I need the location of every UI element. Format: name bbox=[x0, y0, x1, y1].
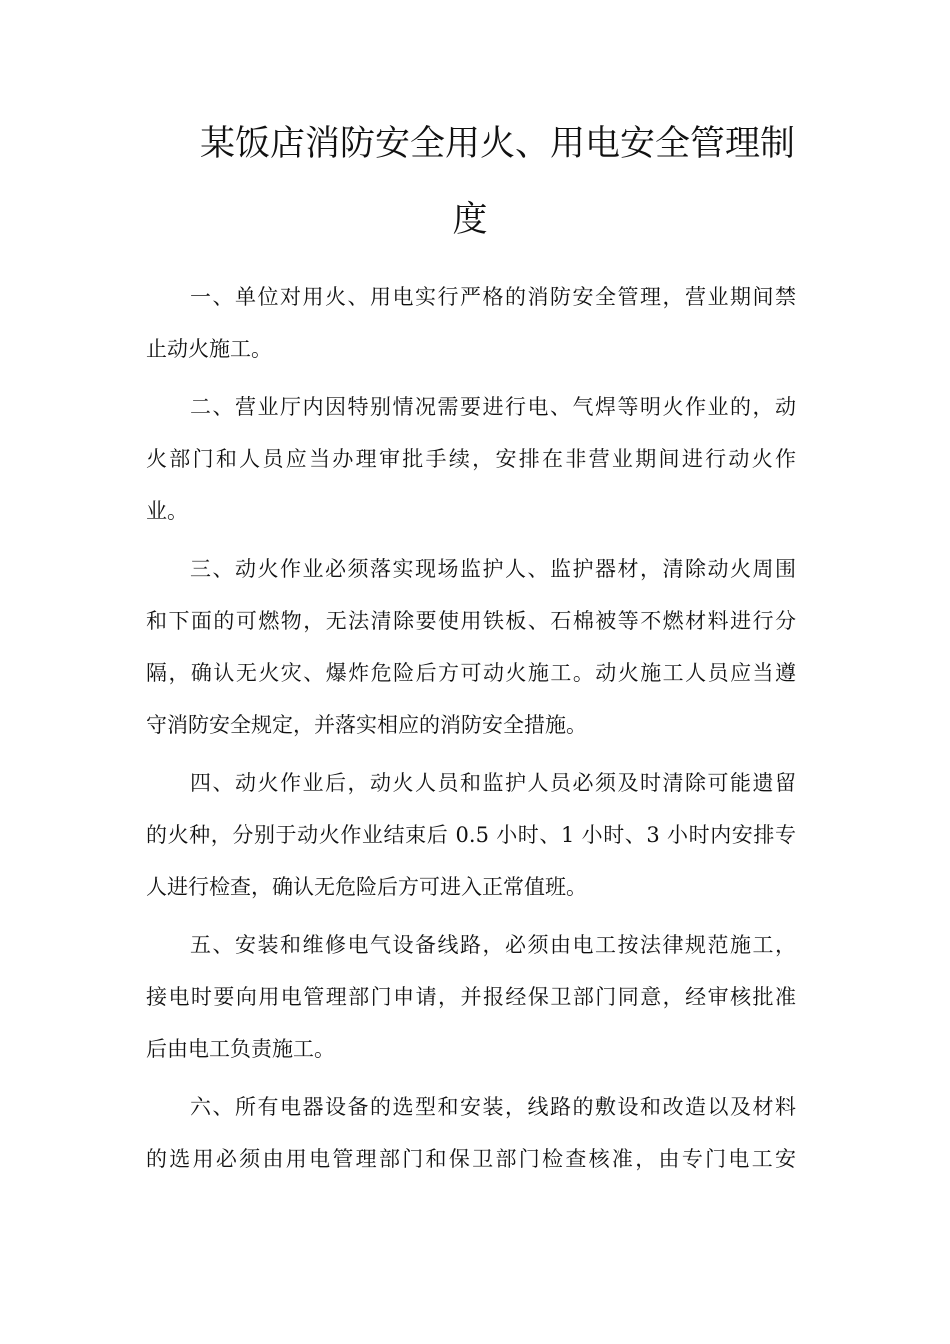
paragraph-4 bbox=[146, 757, 796, 913]
paragraph-line: 的选用必须由用电管理部门和保卫部门检查核准，由专门电工安 bbox=[146, 1147, 796, 1171]
paragraph-line: 后由电工负责施工。 bbox=[146, 1037, 335, 1061]
document-title-line-2: 度 bbox=[452, 200, 488, 240]
paragraph-line: 的火种，分别于动火作业结束后 0.5 小时、1 小时、3 小时内安排专 bbox=[146, 823, 796, 847]
paragraph-line: 二、营业厅内因特别情况需要进行电、气焊等明火作业的，动 bbox=[190, 395, 796, 419]
paragraph-line: 六、所有电器设备的选型和安装，线路的敷设和改造以及材料 bbox=[190, 1095, 796, 1119]
document-body bbox=[146, 271, 796, 1191]
paragraph-6 bbox=[146, 1081, 796, 1185]
paragraph-line: 和下面的可燃物，无法清除要使用铁板、石棉被等不燃材料进行分 bbox=[146, 609, 796, 633]
paragraph-5 bbox=[146, 919, 796, 1075]
paragraph-line: 人进行检查，确认无危险后方可进入正常值班。 bbox=[146, 875, 587, 899]
document-title-line-1: 某饭店消防安全用火、用电安全管理制 bbox=[199, 124, 795, 164]
paragraph-2 bbox=[146, 381, 796, 537]
paragraph-line: 四、动火作业后，动火人员和监护人员必须及时清除可能遗留 bbox=[190, 771, 796, 795]
paragraph-line: 火部门和人员应当办理审批手续，安排在非营业期间进行动火作 bbox=[146, 447, 796, 471]
paragraph-line: 隔，确认无火灾、爆炸危险后方可动火施工。动火施工人员应当遵 bbox=[146, 661, 796, 685]
paragraph-line: 业。 bbox=[146, 499, 188, 523]
paragraph-3 bbox=[146, 543, 796, 751]
paragraph-1 bbox=[146, 271, 796, 375]
paragraph-line: 三、动火作业必须落实现场监护人、监护器材，清除动火周围 bbox=[190, 557, 796, 581]
paragraph-line: 守消防安全规定，并落实相应的消防安全措施。 bbox=[146, 713, 587, 737]
paragraph-line: 接电时要向用电管理部门申请，并报经保卫部门同意，经审核批准 bbox=[146, 985, 796, 1009]
paragraph-line: 止动火施工。 bbox=[146, 337, 272, 361]
paragraph-line: 一、单位对用火、用电实行严格的消防安全管理，营业期间禁 bbox=[190, 285, 796, 309]
paragraph-line: 五、安装和维修电气设备线路，必须由电工按法律规范施工， bbox=[190, 933, 796, 957]
